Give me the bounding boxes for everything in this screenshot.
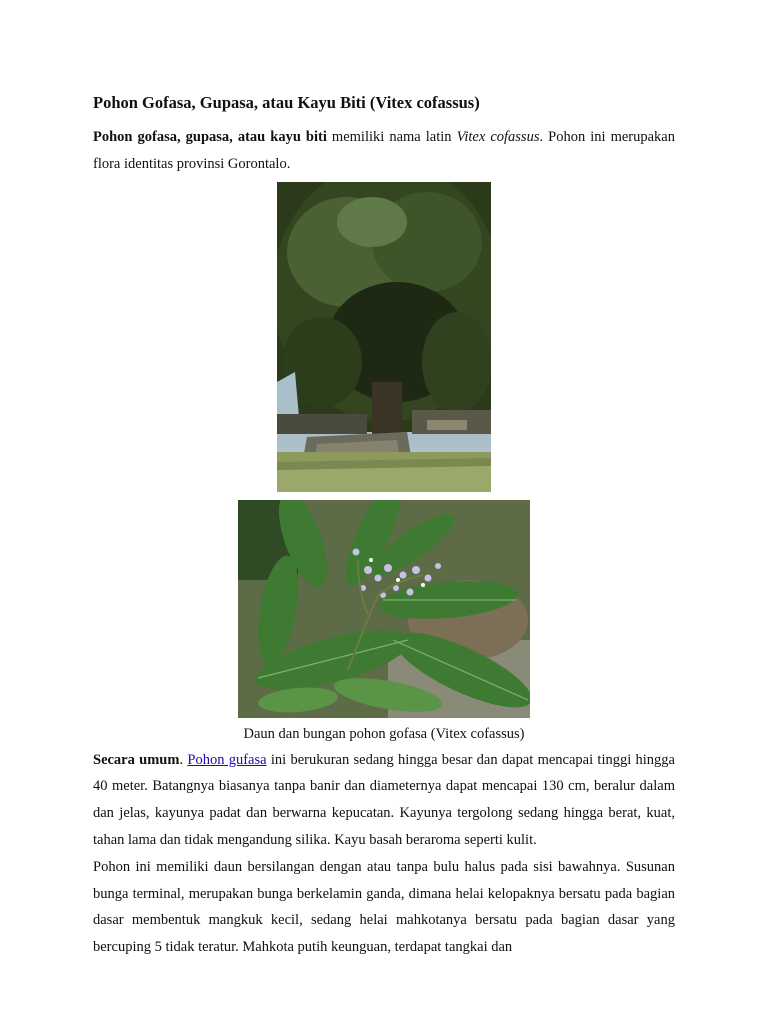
pohon-gufasa-link[interactable]: Pohon gufasa (187, 751, 267, 768)
intro-paragraph: Pohon gofasa, gupasa, atau kayu biti memiliki nama latin Vitex cofassus. Pohon ini merupakan flora identitas provinsi Gorontalo. (93, 129, 675, 172)
tree-photo (277, 182, 491, 492)
section-label: Secara umum (93, 751, 180, 768)
description-paragraph: Pohon ini memiliki daun bersilangan dengan atau tanpa bulu halus pada sisi bawahnya. Susunan bunga terminal, merupakan bunga berkelamin ganda, dimana helai kelopaknya bersatu pada bagian dasar membentuk mangkuk kecil, sedang helai mahkotanya bersatu pada bagian dasar yang bercuping 5 tidak teratur. Mahkota putih keunguan, terdapat tangkai dan (93, 858, 675, 956)
leaf-flower-photo (238, 500, 530, 718)
figure-caption: Daun dan bungan pohon gofasa (Vitex cofassus) (243, 725, 525, 742)
document-body (93, 92, 675, 961)
intro-bold: Pohon gofasa, gupasa, atau kayu biti (93, 129, 327, 145)
latin-name: Vitex cofassus (456, 129, 540, 145)
general-paragraph: Secara umum. Pohon gufasa ini berukuran sedang hingga besar dan dapat mencapai tinggi hingga 40 meter. Batangnya biasanya tanpa banir dan diameternya dapat mencapai 130 cm, beralur dalam dan jelas, kayunya padat dan berwarna kepucatan. Kayunya tergolong sedang hingga berat, kuat, tahan lama dan tidak mengandung silika. Kayu basah beraroma seperti kulit. (93, 751, 675, 848)
document-title: Pohon Gofasa, Gupasa, atau Kayu Biti (Vitex cofassus) (93, 93, 480, 112)
